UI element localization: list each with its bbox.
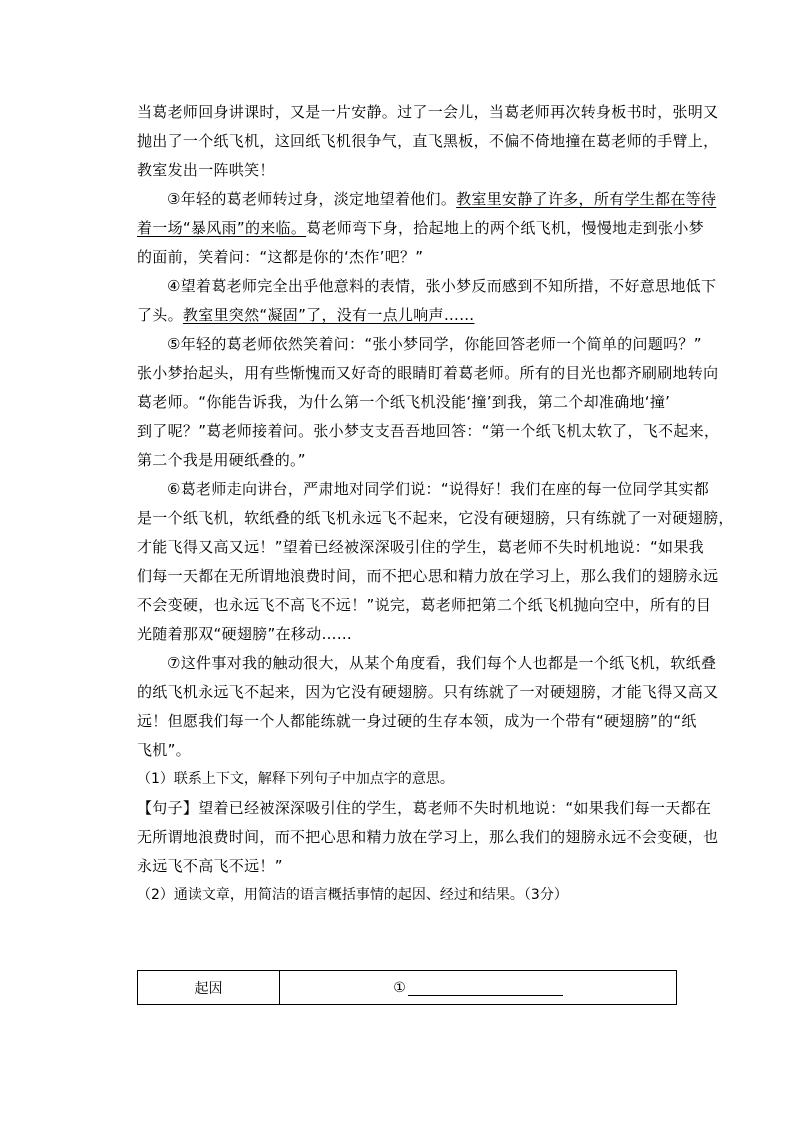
text-line: 是一个纸飞机，软纸叠的纸飞机永远飞不起来，它没有硬翅膀，只有练就了一对硬翅膀，: [137, 509, 734, 527]
text-line: 抛出了一个纸飞机，这回纸飞机很争气，直飞黑板，不偏不倚地撞在葛老师的手臂上，: [137, 132, 719, 150]
text-line: ④望着葛老师完全出乎他意料的表情，张小梦反而感到不知所措，不好意思地低下: [167, 277, 717, 295]
text-line: 飞机”。: [137, 741, 191, 759]
text-line: 到了呢？”葛老师接着问。张小梦支支吾吾地回答：“第一个纸飞机太软了，飞不起来，: [137, 422, 720, 440]
text-line: ⑤年轻的葛老师依然笑着问：“张小梦同学，你能回答老师一个简单的问题吗？”: [167, 335, 702, 353]
text-span: 葛老师弯下身，拾起地上的两个纸飞机，慢慢地走到张小梦: [306, 219, 704, 237]
table-row: [138, 971, 677, 1005]
text-line: 的纸飞机永远飞不起来，因为它没有硬翅膀。只有练就了一对硬翅膀，才能飞得又高又: [137, 683, 719, 701]
answer-cell[interactable]: [280, 971, 677, 1005]
text-line: ⑦这件事对我的触动很大，从某个角度看，我们每个人也都是一个纸飞机，软纸叠: [167, 654, 717, 672]
article-body: [137, 98, 734, 910]
text-line: 的面前，笑着问：“这都是你的‘杰作’吧？”: [137, 248, 424, 266]
question-sentence-line: 永远飞不高飞不远！”: [137, 857, 283, 875]
text-line: 远！但愿我们每一个人都能练就一身过硬的生存本领，成为一个带有“硬翅膀”的“纸: [137, 712, 697, 730]
paragraph-3-line-2: [137, 214, 704, 243]
text-line: 才能飞得又高又远！”望着已经被深深吸引住的学生，葛老师不失时机地说：“如果我: [137, 538, 704, 556]
text-line: 不会变硬，也永远飞不高飞不远！”说完，葛老师把第二个纸飞机抛向空中，所有的目: [137, 596, 712, 614]
question-sentence-line: 无所谓地浪费时间，而不把心思和精力放在学习上，那么我们的翅膀永远不会变硬，也: [137, 828, 719, 846]
text-line: 们每一天都在无所谓地浪费时间，而不把心思和精力放在学习上，那么我们的翅膀永远: [137, 567, 719, 585]
row-label-cause: 起因: [138, 971, 280, 1005]
answer-blank-line[interactable]: [408, 979, 563, 996]
question-2: （2）通读文章，用简洁的语言概括事情的起因、经过和结果。（3分）: [137, 887, 568, 903]
question-sentence-line: 【句子】望着已经被深深吸引住的学生，葛老师不失时机地说：“如果我们每一天都在: [137, 799, 712, 817]
text-line: 葛老师。“你能告诉我，为什么第一个纸飞机没能‘撞’到我，第二个却准确地‘撞’: [137, 393, 671, 411]
underlined-sentence: 着一场“暴风雨”的来临。: [137, 219, 307, 237]
blank-number: ①: [393, 980, 406, 996]
text-span: ③年轻的葛老师转过身，淡定地望着他们。: [167, 190, 457, 208]
text-line: 张小梦抬起头，用有些惭愧而又好奇的眼睛盯着葛老师。所有的目光也都齐刷刷地转向: [137, 364, 719, 382]
question-1: （1）联系上下文，解释下列句子中加点字的意思。: [137, 771, 454, 787]
underlined-sentence: 教室里安静了许多，所有学生都在等待: [456, 190, 717, 208]
text-line: ⑥葛老师走向讲台，严肃地对同学们说：“说得好！我们在座的每一位同学其实都: [167, 480, 710, 498]
text-line: 教室发出一阵哄笑！: [137, 161, 275, 179]
text-line: 当葛老师回身讲课时，又是一片安静。过了一会儿，当葛老师再次转身板书时，张明又: [137, 103, 719, 121]
text-line: 光随着那双“硬翅膀”在移动……: [137, 625, 353, 643]
paragraph-3-line-1: [137, 185, 717, 214]
underlined-sentence: 教室里突然“凝固”了，没有一点儿响声……: [182, 306, 475, 324]
text-span: 了头。: [137, 306, 183, 324]
answer-table: [137, 970, 677, 1005]
paragraph-4-line-2: [137, 301, 677, 330]
text-line: 第二个我是用硬纸叠的。”: [137, 451, 306, 469]
